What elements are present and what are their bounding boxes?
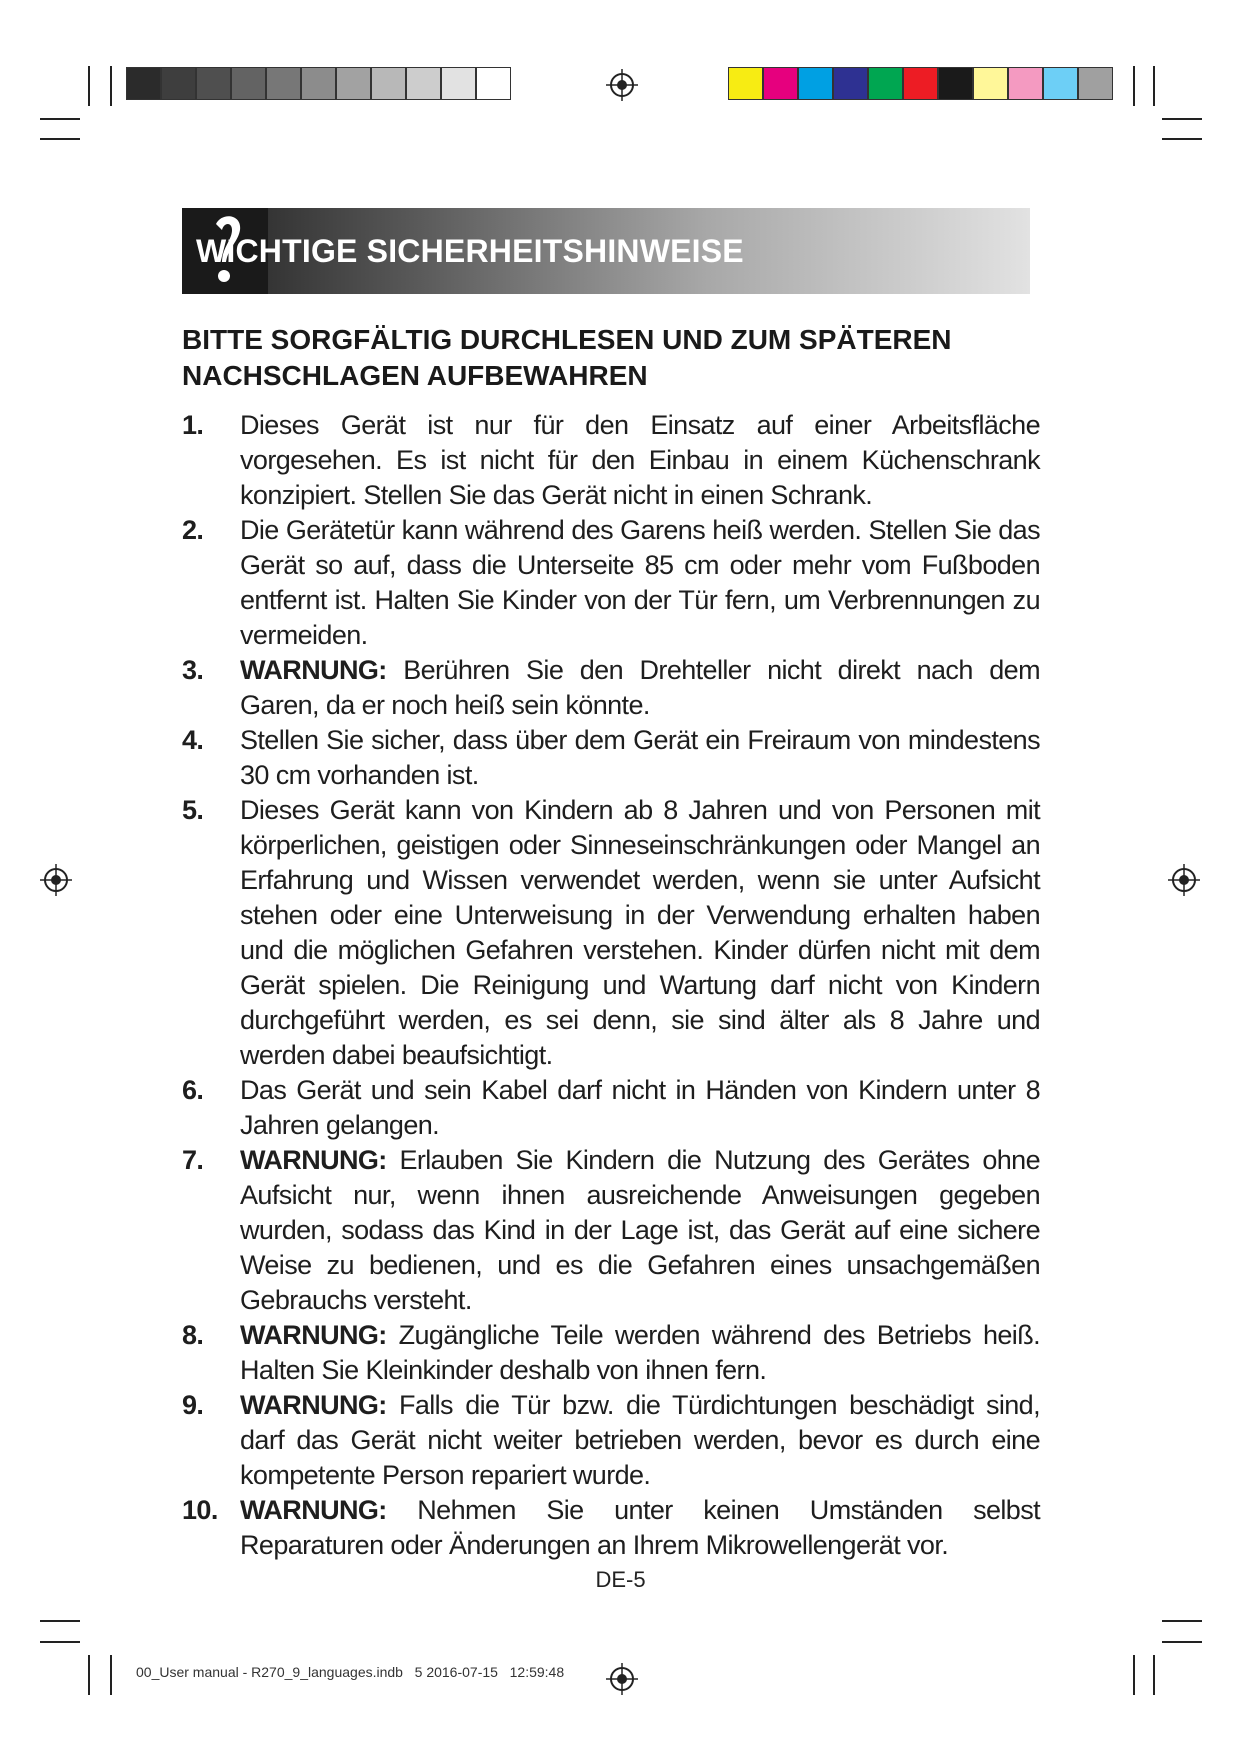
list-item [182, 1143, 1040, 1318]
footer-date: 2016-07-15 [426, 1664, 498, 1680]
color-swatch [1078, 67, 1113, 100]
gray-swatch [441, 67, 476, 100]
item-number: 7. [182, 1145, 204, 1175]
gray-swatch [476, 67, 511, 100]
gray-swatch [231, 67, 266, 100]
color-swatch [1043, 67, 1078, 100]
item-number: 6. [182, 1075, 204, 1105]
item-number: 9. [182, 1390, 204, 1420]
item-number: 1. [182, 410, 204, 440]
section-banner [182, 208, 1030, 294]
item-number: 3. [182, 655, 204, 685]
item-text: Zugängliche Teile werden während des Betriebs heiß. Halten Sie Kleinkinder deshalb von ihnen fern. [240, 1320, 1040, 1385]
safety-instructions-list [182, 408, 1040, 1563]
item-text: Nehmen Sie unter keinen Umständen selbst Reparaturen oder Änderungen an Ihrem Mikrowellengerät vor. [240, 1495, 1040, 1560]
item-text: Dieses Gerät ist nur für den Einsatz auf einer Arbeitsfläche vorgesehen. Es ist nicht für den Einbau in einem Küchenschrank konzipiert. Stellen Sie das Gerät nicht in einen Schrank. [240, 410, 1040, 510]
color-swatch [798, 67, 833, 100]
color-swatch [1008, 67, 1043, 100]
registration-target-icon [1168, 864, 1200, 896]
gray-swatch [406, 67, 441, 100]
list-item [182, 1388, 1040, 1493]
item-number: 8. [182, 1320, 204, 1350]
item-text: Die Gerätetür kann während des Garens heiß werden. Stellen Sie das Gerät so auf, dass die Unterseite 85 cm oder mehr vom Fußboden entfernt ist. Halten Sie Kinder von der Tür fern, um Verbrennungen zu vermeiden. [240, 515, 1040, 650]
list-item [182, 653, 1040, 723]
print-footer [136, 1664, 564, 1680]
gray-swatch [126, 67, 161, 100]
warning-label: WARNUNG: [240, 1495, 387, 1525]
item-text: Dieses Gerät kann von Kindern ab 8 Jahren und von Personen mit körperlichen, geistigen oder Sinneseinschränkungen oder Mangel an Erfahrung und Wissen verwendet werden, wenn sie unter Aufsicht stehen oder eine Unterweisung in der Verwendung erhalten haben und die möglichen Gefahren verstehen. Kinder dürfen nicht mit dem Gerät spielen. Die Reinigung und Wartung darf nicht von Kindern durchgeführt werden, es sei denn, sie sind älter als 8 Jahre und werden dabei beaufsichtigt. [240, 795, 1040, 1070]
gray-swatch [196, 67, 231, 100]
gray-swatch [266, 67, 301, 100]
list-item [182, 793, 1040, 1073]
color-swatch [833, 67, 868, 100]
registration-target-icon [606, 69, 638, 101]
list-item [182, 408, 1040, 513]
gray-swatch [301, 67, 336, 100]
footer-time: 12:59:48 [509, 1664, 565, 1680]
warning-label: WARNUNG: [240, 655, 387, 685]
list-item [182, 1318, 1040, 1388]
item-number: 10. [182, 1495, 218, 1525]
gray-swatch [371, 67, 406, 100]
list-item [182, 723, 1040, 793]
list-item [182, 1073, 1040, 1143]
subheading: BITTE SORGFÄLTIG DURCHLESEN UND ZUM SPÄTEREN NACHSCHLAGEN AUFBEWAHREN [182, 324, 952, 391]
color-swatch [973, 67, 1008, 100]
footer-page: 5 [414, 1664, 423, 1680]
registration-target-icon [40, 864, 72, 896]
color-swatch [938, 67, 973, 100]
gray-swatch [336, 67, 371, 100]
warning-label: WARNUNG: [240, 1390, 387, 1420]
item-text: Stellen Sie sicher, dass über dem Gerät ein Freiraum von mindestens 30 cm vorhanden ist. [240, 725, 1040, 790]
warning-label: WARNUNG: [240, 1320, 387, 1350]
item-number: 2. [182, 515, 204, 545]
registration-target-icon [606, 1663, 638, 1695]
list-item [182, 513, 1040, 653]
gray-swatch [161, 67, 196, 100]
warning-label: WARNUNG: [240, 1145, 387, 1175]
item-text: Falls die Tür bzw. die Türdichtungen beschädigt sind, darf das Gerät nicht weiter betrieben werden, bevor es durch eine kompetente Person repariert wurde. [240, 1390, 1040, 1490]
color-swatch [763, 67, 798, 100]
page-number: DE-5 [595, 1567, 646, 1592]
section-title: WICHTIGE SICHERHEITSHINWEISE [196, 233, 744, 269]
list-item [182, 1493, 1040, 1563]
item-text: Das Gerät und sein Kabel darf nicht in Händen von Kindern unter 8 Jahren gelangen. [240, 1075, 1040, 1140]
color-swatch [728, 67, 763, 100]
color-swatch [903, 67, 938, 100]
item-text: Erlauben Sie Kindern die Nutzung des Gerätes ohne Aufsicht nur, wenn ihnen ausreichende Anweisungen gegeben wurden, sodass das Kind in der Lage ist, das Gerät auf eine sichere Weise zu bedienen, und es die Gefahren eines unsachgemäßen Gebrauchs versteht. [240, 1145, 1040, 1315]
item-number: 5. [182, 795, 204, 825]
color-swatch [868, 67, 903, 100]
item-number: 4. [182, 725, 204, 755]
footer-file: 00_User manual - R270_9_languages.indb [136, 1664, 403, 1680]
item-text: Berühren Sie den Drehteller nicht direkt nach dem Garen, da er noch heiß sein könnte. [240, 655, 1040, 720]
